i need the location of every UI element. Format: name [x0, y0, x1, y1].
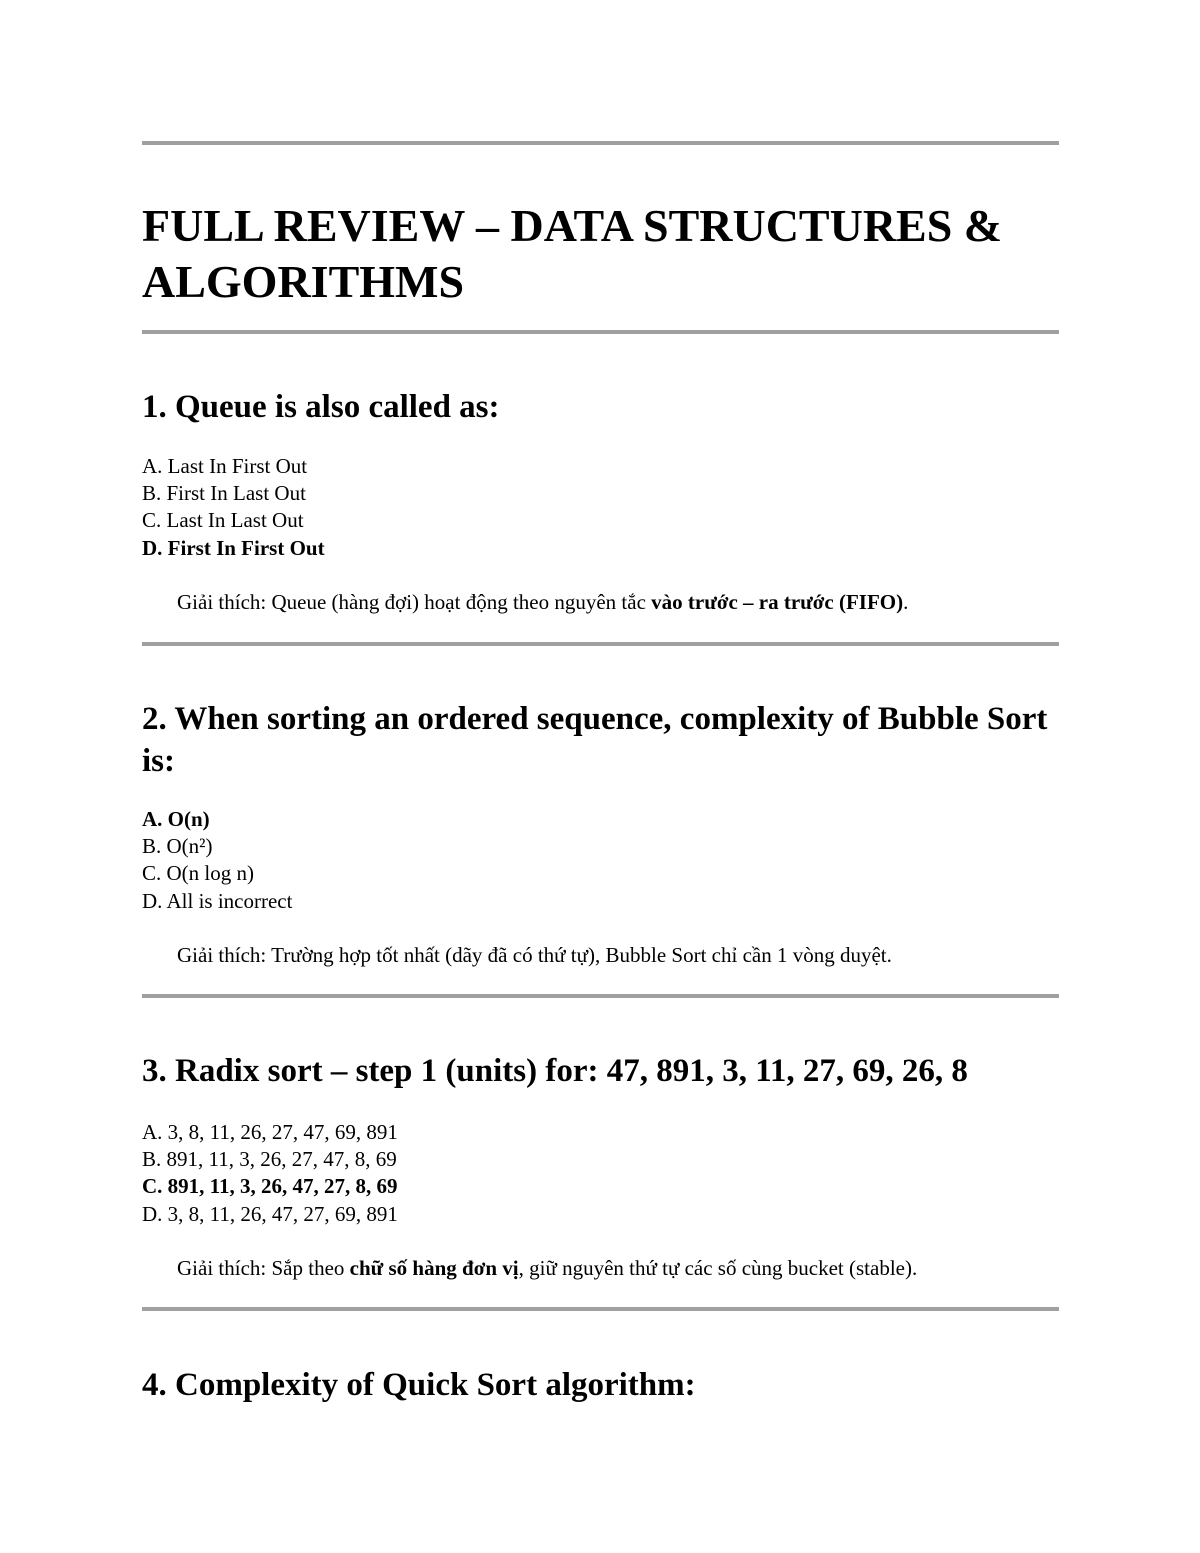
answer-option-correct: C. 891, 11, 3, 26, 47, 27, 8, 69	[142, 1174, 398, 1199]
question-heading: 3. Radix sort – step 1 (units) for: 47, 891, 3, 11, 27, 69, 26, 8	[142, 1053, 968, 1089]
explanation-text-end: .	[903, 590, 909, 614]
answer-options	[142, 806, 1042, 915]
explanation	[177, 942, 892, 969]
explanation	[177, 589, 908, 616]
question-heading: 2. When sorting an ordered sequence, complexity of Bubble Sort is:	[142, 701, 1048, 779]
horizontal-rule	[142, 141, 1059, 145]
document-title: FULL REVIEW – DATA STRUCTURES & ALGORITHMS	[142, 200, 1003, 307]
explanation-emphasis: vào trước – ra trước (FIFO)	[651, 590, 904, 614]
explanation-label: Giải thích:	[177, 943, 267, 967]
answer-option: A. Last In First Out	[142, 454, 308, 478]
horizontal-rule	[142, 1307, 1059, 1311]
answer-option: D. All is incorrect	[142, 888, 293, 913]
question-heading: 1. Queue is also called as:	[142, 389, 500, 425]
answer-options	[142, 1119, 1042, 1228]
explanation-text: Queue (hàng đợi) hoạt động theo nguyên tắc	[271, 590, 652, 614]
horizontal-rule	[142, 330, 1059, 334]
explanation-emphasis: chữ số hàng đơn vị	[349, 1256, 519, 1280]
answer-options	[142, 453, 1042, 562]
answer-option: C. Last In Last Out	[142, 508, 304, 533]
explanation-text: Sắp theo	[271, 1256, 350, 1280]
horizontal-rule	[142, 642, 1059, 646]
explanation-text: Trường hợp tốt nhất (dãy đã có thứ tự), Bubble Sort chỉ cần 1 vòng duyệt.	[271, 943, 892, 967]
answer-option-correct: A. O(n)	[142, 807, 210, 831]
horizontal-rule	[142, 994, 1059, 998]
answer-option: A. 3, 8, 11, 26, 27, 47, 69, 891	[142, 1120, 398, 1144]
explanation-label: Giải thích:	[177, 590, 267, 614]
explanation-label: Giải thích:	[177, 1256, 267, 1280]
answer-option-correct: D. First In First Out	[142, 535, 325, 560]
answer-option: C. O(n log n)	[142, 861, 254, 886]
explanation-text-end: , giữ nguyên thứ tự các số cùng bucket (stable).	[518, 1256, 918, 1280]
question-heading: 4. Complexity of Quick Sort algorithm:	[142, 1367, 696, 1403]
answer-option: B. First In Last Out	[142, 481, 306, 506]
answer-option: D. 3, 8, 11, 26, 47, 27, 69, 891	[142, 1201, 398, 1226]
answer-option: B. 891, 11, 3, 26, 27, 47, 8, 69	[142, 1147, 397, 1172]
explanation	[177, 1255, 917, 1282]
answer-option: B. O(n²)	[142, 834, 213, 859]
